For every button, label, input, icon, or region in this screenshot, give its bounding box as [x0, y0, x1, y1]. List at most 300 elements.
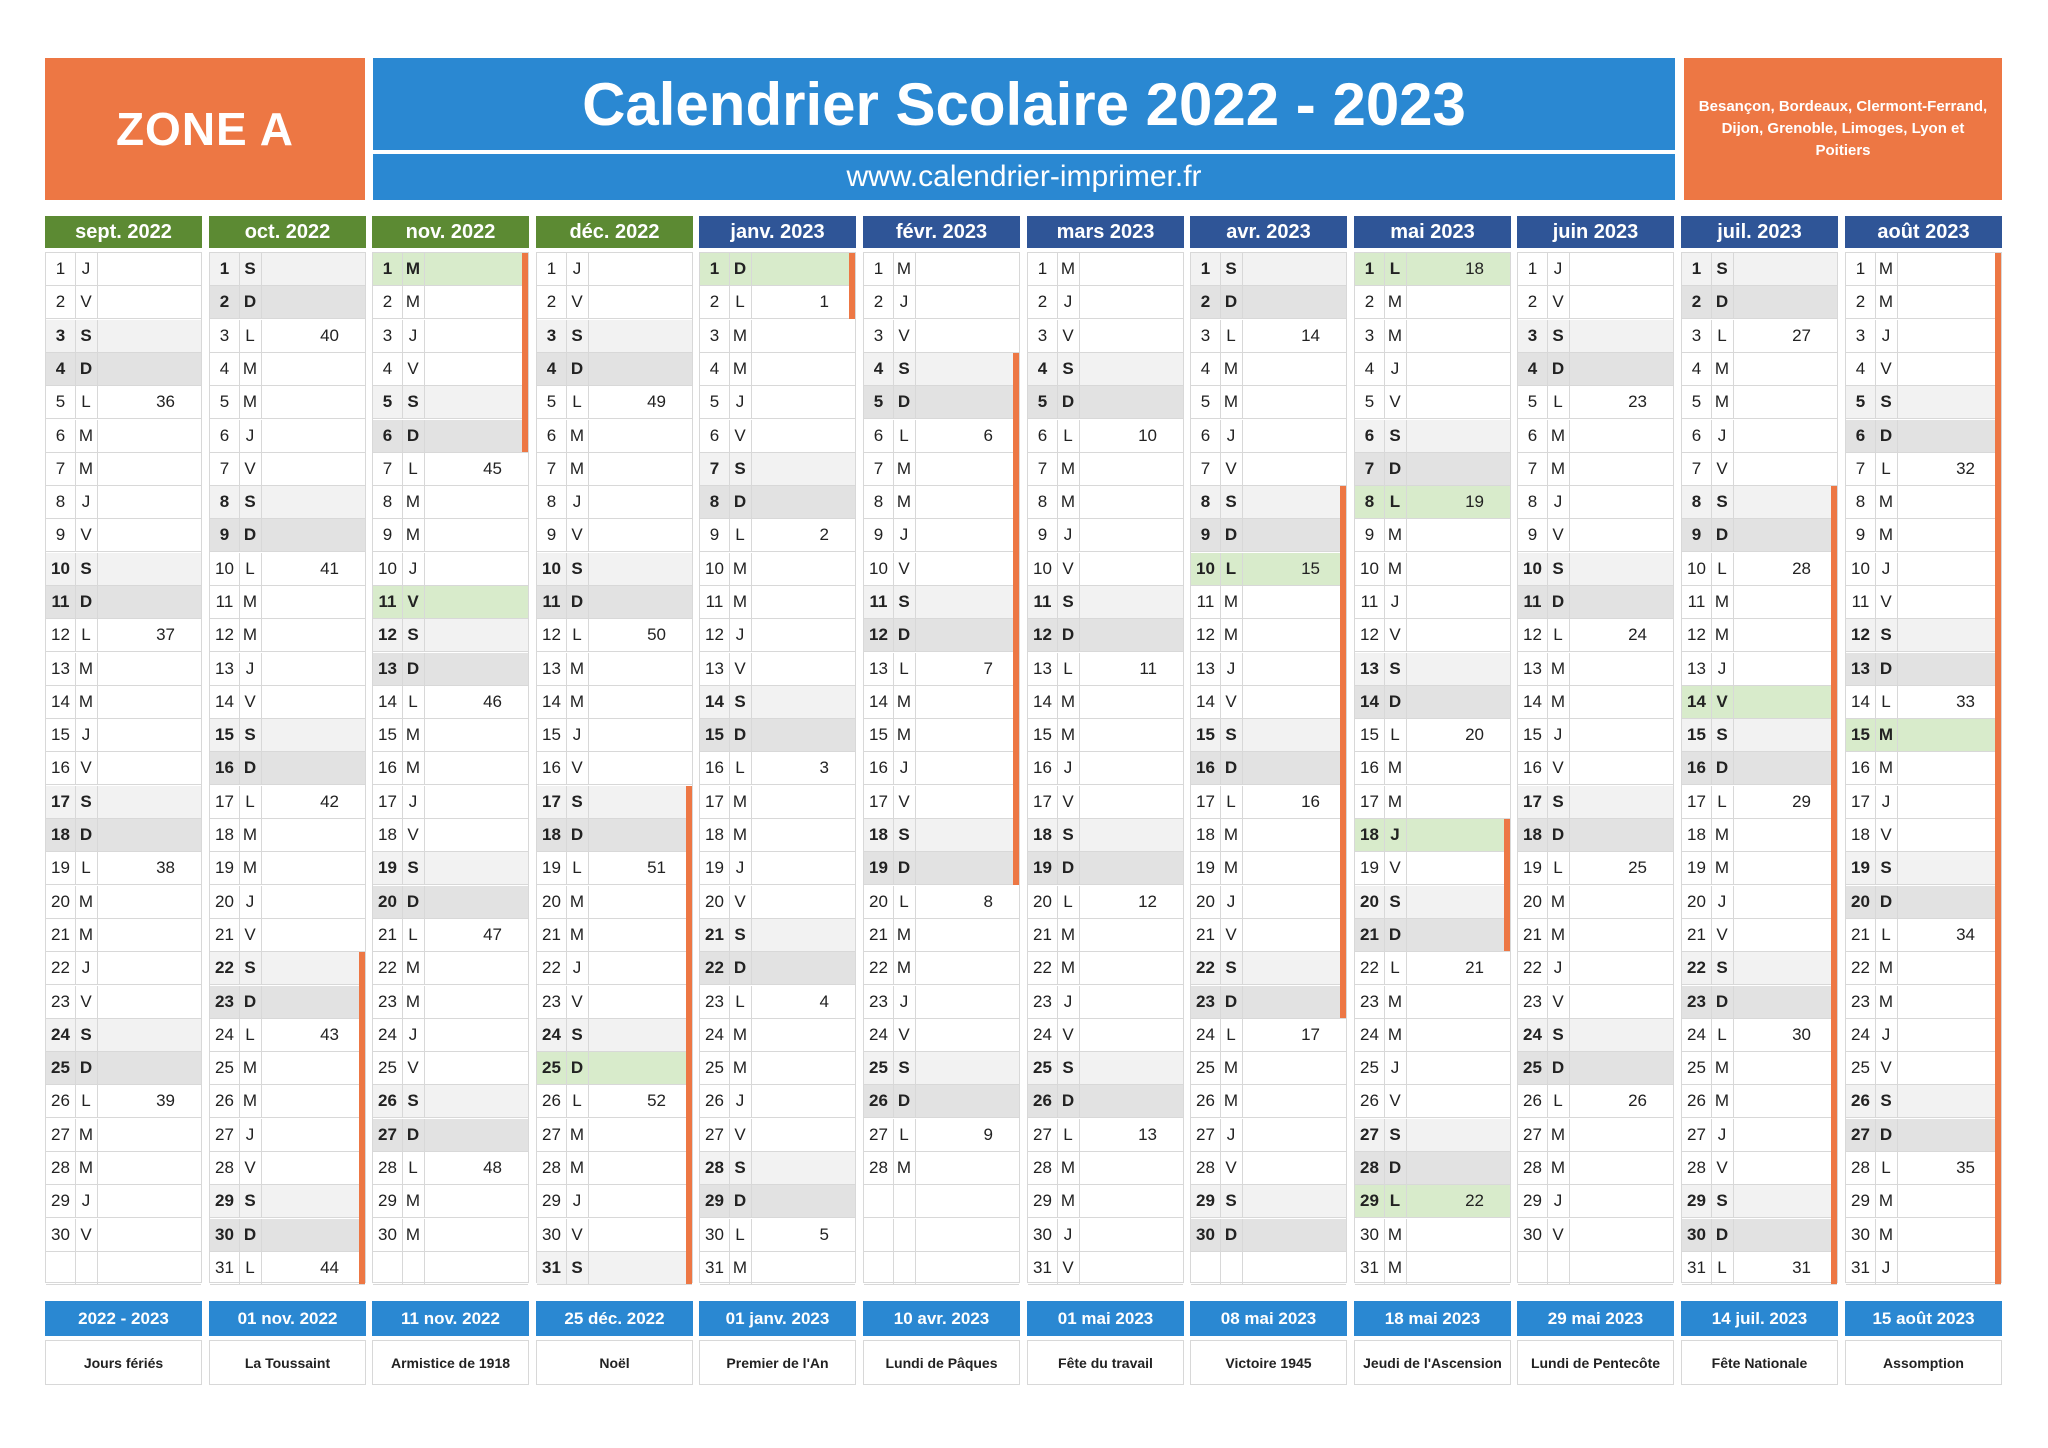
- day-letter: J: [1384, 586, 1407, 618]
- day-number: 13: [700, 653, 730, 685]
- day-row: [1518, 586, 1673, 619]
- day-number: 25: [1518, 1052, 1548, 1084]
- day-row: [1846, 519, 2001, 552]
- day-number: 7: [46, 453, 76, 485]
- day-number: 31: [1028, 1252, 1058, 1284]
- day-letter: M: [729, 786, 752, 818]
- day-number: 1: [210, 253, 240, 285]
- day-number: 2: [373, 286, 403, 318]
- day-row: [1191, 1219, 1346, 1252]
- day-letter: J: [893, 519, 916, 551]
- day-letter: S: [1057, 1052, 1080, 1084]
- day-row: [1846, 253, 2001, 286]
- day-number: 12: [700, 619, 730, 651]
- day-letter: M: [729, 1252, 752, 1284]
- day-number: 15: [1682, 719, 1712, 751]
- day-letter: M: [1711, 619, 1734, 651]
- day-number: 14: [1518, 686, 1548, 718]
- day-number: 25: [1355, 1052, 1385, 1084]
- week-number: 25: [1628, 858, 1647, 877]
- day-letter: V: [75, 986, 98, 1018]
- day-number: 8: [1355, 486, 1385, 518]
- day-letter: M: [239, 353, 262, 385]
- month-days: [209, 252, 366, 1283]
- day-number: 21: [1028, 919, 1058, 951]
- day-number: 9: [700, 519, 730, 551]
- holiday-item: [45, 1301, 202, 1385]
- day-letter: L: [729, 752, 752, 784]
- day-letter: L: [566, 619, 589, 651]
- holiday-name: Fête Nationale: [1681, 1340, 1838, 1385]
- holiday-name: Assomption: [1845, 1340, 2002, 1385]
- day-row: [46, 952, 201, 985]
- day-number: 15: [700, 719, 730, 751]
- day-number: 12: [373, 619, 403, 651]
- day-letter: J: [1057, 519, 1080, 551]
- day-number: 8: [210, 486, 240, 518]
- day-row: [700, 1219, 855, 1252]
- day-letter: M: [402, 519, 425, 551]
- day-row: [46, 353, 201, 386]
- day-row: [1518, 420, 1673, 453]
- day-row: [210, 686, 365, 719]
- day-letter: V: [75, 519, 98, 551]
- day-number: 14: [700, 686, 730, 718]
- day-letter: L: [729, 286, 752, 318]
- day-letter: J: [239, 420, 262, 452]
- day-number: 19: [1518, 852, 1548, 884]
- day-letter: D: [1057, 852, 1080, 884]
- day-letter: M: [75, 420, 98, 452]
- month-column: [1845, 216, 2002, 1277]
- day-letter: L: [239, 1019, 262, 1051]
- day-row: [1355, 586, 1510, 619]
- day-letter: L: [1547, 619, 1570, 651]
- week-number: 17: [1301, 1025, 1320, 1044]
- day-number: 30: [1682, 1219, 1712, 1251]
- day-number: 22: [1191, 952, 1221, 984]
- day-letter: M: [1875, 719, 1898, 751]
- day-letter: M: [1220, 386, 1243, 418]
- day-number: 14: [210, 686, 240, 718]
- day-number: 30: [537, 1219, 567, 1251]
- day-number: 23: [373, 986, 403, 1018]
- day-row: [700, 786, 855, 819]
- day-number: 12: [1028, 619, 1058, 651]
- day-number: 7: [1682, 453, 1712, 485]
- day-number: 14: [1682, 686, 1712, 718]
- day-letter: D: [893, 619, 916, 651]
- day-letter: M: [1384, 786, 1407, 818]
- day-letter: L: [1220, 786, 1243, 818]
- day-number: 6: [373, 420, 403, 452]
- day-row: [1355, 1152, 1510, 1185]
- vacation-bar: [849, 253, 855, 319]
- day-row: [864, 286, 1019, 319]
- day-number: 24: [1355, 1019, 1385, 1051]
- day-row: [373, 386, 528, 419]
- day-row: [1355, 1185, 1510, 1218]
- day-number: 6: [210, 420, 240, 452]
- day-row: [1682, 353, 1837, 386]
- day-row: [1028, 886, 1183, 919]
- day-row: [864, 1119, 1019, 1152]
- day-number: 28: [373, 1152, 403, 1184]
- day-number: 26: [1355, 1085, 1385, 1117]
- holiday-item: [863, 1301, 1020, 1385]
- day-letter: S: [566, 553, 589, 585]
- day-number: 3: [46, 320, 76, 352]
- day-number: 9: [864, 519, 894, 551]
- day-number: 14: [864, 686, 894, 718]
- day-row: [373, 619, 528, 652]
- day-row: [1028, 1119, 1183, 1152]
- day-letter: L: [1711, 1252, 1734, 1284]
- day-letter: M: [75, 1152, 98, 1184]
- empty-cell: [893, 1185, 916, 1217]
- day-row: [1682, 886, 1837, 919]
- day-number: 29: [1355, 1185, 1385, 1217]
- day-number: 22: [864, 952, 894, 984]
- day-row: [373, 1085, 528, 1118]
- day-row: [1355, 719, 1510, 752]
- day-number: 1: [1191, 253, 1221, 285]
- day-letter: V: [239, 686, 262, 718]
- day-number: 20: [864, 886, 894, 918]
- day-number: 17: [210, 786, 240, 818]
- day-row: [1355, 852, 1510, 885]
- day-row: [373, 819, 528, 852]
- day-number: 25: [210, 1052, 240, 1084]
- week-number: 43: [320, 1025, 339, 1044]
- day-row: [1028, 952, 1183, 985]
- day-letter: M: [1384, 519, 1407, 551]
- day-number: 20: [46, 886, 76, 918]
- day-number: 26: [537, 1085, 567, 1117]
- day-row: [1682, 1185, 1837, 1218]
- day-row: [537, 952, 692, 985]
- day-number: 4: [210, 353, 240, 385]
- day-row: [210, 619, 365, 652]
- day-number: 21: [864, 919, 894, 951]
- holiday-date: 2022 - 2023: [45, 1301, 202, 1336]
- day-row: [1846, 719, 2001, 752]
- day-row: [1518, 353, 1673, 386]
- day-number: 18: [210, 819, 240, 851]
- day-number: 10: [210, 553, 240, 585]
- day-letter: M: [1220, 619, 1243, 651]
- day-letter: J: [402, 320, 425, 352]
- day-number: 16: [700, 752, 730, 784]
- day-row: [864, 486, 1019, 519]
- day-letter: D: [402, 653, 425, 685]
- week-number: 50: [647, 625, 666, 644]
- day-number: 1: [1355, 253, 1385, 285]
- day-number: 17: [1191, 786, 1221, 818]
- week-number: 5: [819, 1225, 829, 1244]
- day-row: [46, 852, 201, 885]
- day-letter: V: [75, 1219, 98, 1251]
- day-row: [1846, 986, 2001, 1019]
- day-number: 5: [1355, 386, 1385, 418]
- day-letter: M: [1711, 1052, 1734, 1084]
- day-row: [700, 1119, 855, 1152]
- day-letter: J: [1547, 952, 1570, 984]
- day-number: 4: [1846, 353, 1876, 385]
- day-row: [700, 1252, 855, 1285]
- day-row: [700, 1019, 855, 1052]
- day-number: 28: [1682, 1152, 1712, 1184]
- month-days: [1681, 252, 1838, 1283]
- day-number: 11: [1518, 586, 1548, 618]
- day-row: [1191, 453, 1346, 486]
- day-number: 7: [537, 453, 567, 485]
- day-number: 7: [1191, 453, 1221, 485]
- month-days: [45, 252, 202, 1283]
- day-row: [46, 1052, 201, 1085]
- week-number: 16: [1301, 792, 1320, 811]
- day-letter: M: [893, 686, 916, 718]
- week-number: 18: [1465, 259, 1484, 278]
- day-number: 8: [864, 486, 894, 518]
- day-letter: D: [893, 1085, 916, 1117]
- day-row: [46, 1185, 201, 1218]
- day-number: 3: [1518, 320, 1548, 352]
- week-number: 33: [1956, 692, 1975, 711]
- day-letter: L: [1384, 253, 1407, 285]
- day-letter: M: [239, 819, 262, 851]
- day-number: 19: [1028, 852, 1058, 884]
- day-letter: L: [1057, 420, 1080, 452]
- day-row: [1355, 986, 1510, 1019]
- month-days: [1027, 252, 1184, 1283]
- day-number: 25: [46, 1052, 76, 1084]
- day-row: [210, 353, 365, 386]
- day-row: [210, 819, 365, 852]
- day-row: [373, 286, 528, 319]
- day-letter: M: [1057, 1185, 1080, 1217]
- day-number: 27: [1191, 1119, 1221, 1151]
- day-letter: M: [1220, 852, 1243, 884]
- day-row: [1191, 320, 1346, 353]
- day-letter: J: [1547, 253, 1570, 285]
- day-letter: V: [1384, 619, 1407, 651]
- day-letter: S: [1384, 420, 1407, 452]
- holiday-item: [699, 1301, 856, 1385]
- day-number: 18: [1518, 819, 1548, 851]
- day-number: 31: [1846, 1252, 1876, 1284]
- day-row: [1355, 486, 1510, 519]
- day-letter: M: [1711, 852, 1734, 884]
- day-row: [1682, 1085, 1837, 1118]
- day-number: 24: [1191, 1019, 1221, 1051]
- month-column: [1354, 216, 1511, 1277]
- day-letter: S: [1057, 353, 1080, 385]
- day-row: [1518, 886, 1673, 919]
- day-number: 16: [1028, 752, 1058, 784]
- day-row: [1518, 819, 1673, 852]
- day-number: 28: [210, 1152, 240, 1184]
- day-number: 15: [1846, 719, 1876, 751]
- day-row: [1028, 986, 1183, 1019]
- empty-cell: [1518, 1252, 1548, 1284]
- day-letter: L: [1711, 1019, 1734, 1051]
- day-number: 2: [1518, 286, 1548, 318]
- day-letter: D: [1875, 886, 1898, 918]
- day-number: 27: [1846, 1119, 1876, 1151]
- day-letter: M: [729, 353, 752, 385]
- day-number: 7: [864, 453, 894, 485]
- month-column: [45, 216, 202, 1244]
- day-number: 23: [1355, 986, 1385, 1018]
- day-letter: M: [1875, 486, 1898, 518]
- day-row: [1846, 353, 2001, 386]
- day-letter: V: [893, 1019, 916, 1051]
- day-letter: M: [1711, 353, 1734, 385]
- day-number: 15: [1028, 719, 1058, 751]
- day-number: 6: [1518, 420, 1548, 452]
- day-letter: M: [1057, 486, 1080, 518]
- day-letter: M: [239, 852, 262, 884]
- day-letter: V: [1711, 453, 1734, 485]
- day-number: 7: [210, 453, 240, 485]
- day-row: [1518, 253, 1673, 286]
- day-number: 20: [1028, 886, 1058, 918]
- day-number: 6: [1028, 420, 1058, 452]
- week-number: 2: [819, 525, 829, 544]
- day-number: 25: [1191, 1052, 1221, 1084]
- day-row: [700, 453, 855, 486]
- day-letter: V: [1875, 586, 1898, 618]
- day-row: [700, 1152, 855, 1185]
- day-letter: V: [1547, 752, 1570, 784]
- month-column: [1517, 216, 1674, 1244]
- day-number: 5: [700, 386, 730, 418]
- day-number: 23: [1682, 986, 1712, 1018]
- day-number: 25: [1846, 1052, 1876, 1084]
- site-url-link[interactable]: www.calendrier-imprimer.fr: [373, 154, 1675, 200]
- day-number: 10: [1518, 553, 1548, 585]
- day-number: 7: [373, 453, 403, 485]
- day-letter: D: [75, 819, 98, 851]
- day-row: [210, 1119, 365, 1152]
- month-column: [699, 216, 856, 1277]
- day-number: 11: [1028, 586, 1058, 618]
- day-letter: J: [566, 719, 589, 751]
- holiday-name: La Toussaint: [209, 1340, 366, 1385]
- day-row: [1682, 819, 1837, 852]
- day-row: [210, 919, 365, 952]
- week-number: 10: [1138, 426, 1157, 445]
- day-row: [1846, 453, 2001, 486]
- day-number: 6: [1846, 420, 1876, 452]
- day-row: [210, 1152, 365, 1185]
- day-letter: D: [1547, 1052, 1570, 1084]
- day-letter: D: [1384, 919, 1407, 951]
- day-number: 20: [210, 886, 240, 918]
- day-letter: D: [1220, 519, 1243, 551]
- day-letter: M: [75, 686, 98, 718]
- day-number: 27: [1355, 1119, 1385, 1151]
- day-number: 20: [1518, 886, 1548, 918]
- day-letter: D: [75, 586, 98, 618]
- week-number: 4: [819, 992, 829, 1011]
- day-number: 4: [1518, 353, 1548, 385]
- week-number: 46: [483, 692, 502, 711]
- day-letter: D: [1875, 1119, 1898, 1151]
- day-row: [1846, 852, 2001, 885]
- day-number: 7: [1846, 453, 1876, 485]
- day-number: 23: [864, 986, 894, 1018]
- day-row: [537, 852, 692, 885]
- day-row: [373, 1119, 528, 1152]
- day-row: [1518, 1052, 1673, 1085]
- day-row: [700, 1185, 855, 1218]
- day-number: 24: [864, 1019, 894, 1051]
- day-row: [537, 320, 692, 353]
- day-letter: D: [1875, 653, 1898, 685]
- holiday-date: 01 janv. 2023: [699, 1301, 856, 1336]
- day-letter: J: [729, 1085, 752, 1117]
- day-row: [1682, 386, 1837, 419]
- day-row: [1028, 353, 1183, 386]
- day-row: [537, 486, 692, 519]
- day-row: [1191, 852, 1346, 885]
- day-row: [373, 1185, 528, 1218]
- day-letter: V: [893, 553, 916, 585]
- day-letter: V: [1384, 1085, 1407, 1117]
- day-number: 27: [1682, 1119, 1712, 1151]
- day-row: [46, 1119, 201, 1152]
- day-number: 10: [1028, 553, 1058, 585]
- week-number: 7: [983, 659, 993, 678]
- day-letter: S: [402, 1085, 425, 1117]
- day-letter: M: [1384, 1219, 1407, 1251]
- holiday-date: 18 mai 2023: [1354, 1301, 1511, 1336]
- day-letter: V: [1220, 919, 1243, 951]
- holiday-item: [1027, 1301, 1184, 1385]
- day-row: [1028, 486, 1183, 519]
- day-letter: S: [1875, 386, 1898, 418]
- day-number: 14: [1846, 686, 1876, 718]
- day-number: 8: [537, 486, 567, 518]
- day-number: 28: [1518, 1152, 1548, 1184]
- day-row: [864, 386, 1019, 419]
- day-letter: S: [239, 719, 262, 751]
- day-letter: J: [1711, 420, 1734, 452]
- day-letter: D: [239, 986, 262, 1018]
- empty-row: [1191, 1252, 1346, 1285]
- day-row: [700, 719, 855, 752]
- holiday-name: Lundi de Pentecôte: [1517, 1340, 1674, 1385]
- week-number: 31: [1792, 1258, 1811, 1277]
- day-row: [373, 886, 528, 919]
- day-number: 23: [1518, 986, 1548, 1018]
- day-row: [1355, 886, 1510, 919]
- day-number: 29: [700, 1185, 730, 1217]
- day-row: [700, 1085, 855, 1118]
- week-number: 52: [647, 1091, 666, 1110]
- day-number: 17: [700, 786, 730, 818]
- day-number: 3: [1355, 320, 1385, 352]
- day-row: [210, 752, 365, 785]
- day-letter: D: [1711, 1219, 1734, 1251]
- day-letter: S: [1384, 1119, 1407, 1151]
- day-number: 29: [1191, 1185, 1221, 1217]
- day-number: 18: [1191, 819, 1221, 851]
- holiday-name: Jours fériés: [45, 1340, 202, 1385]
- day-number: 4: [1191, 353, 1221, 385]
